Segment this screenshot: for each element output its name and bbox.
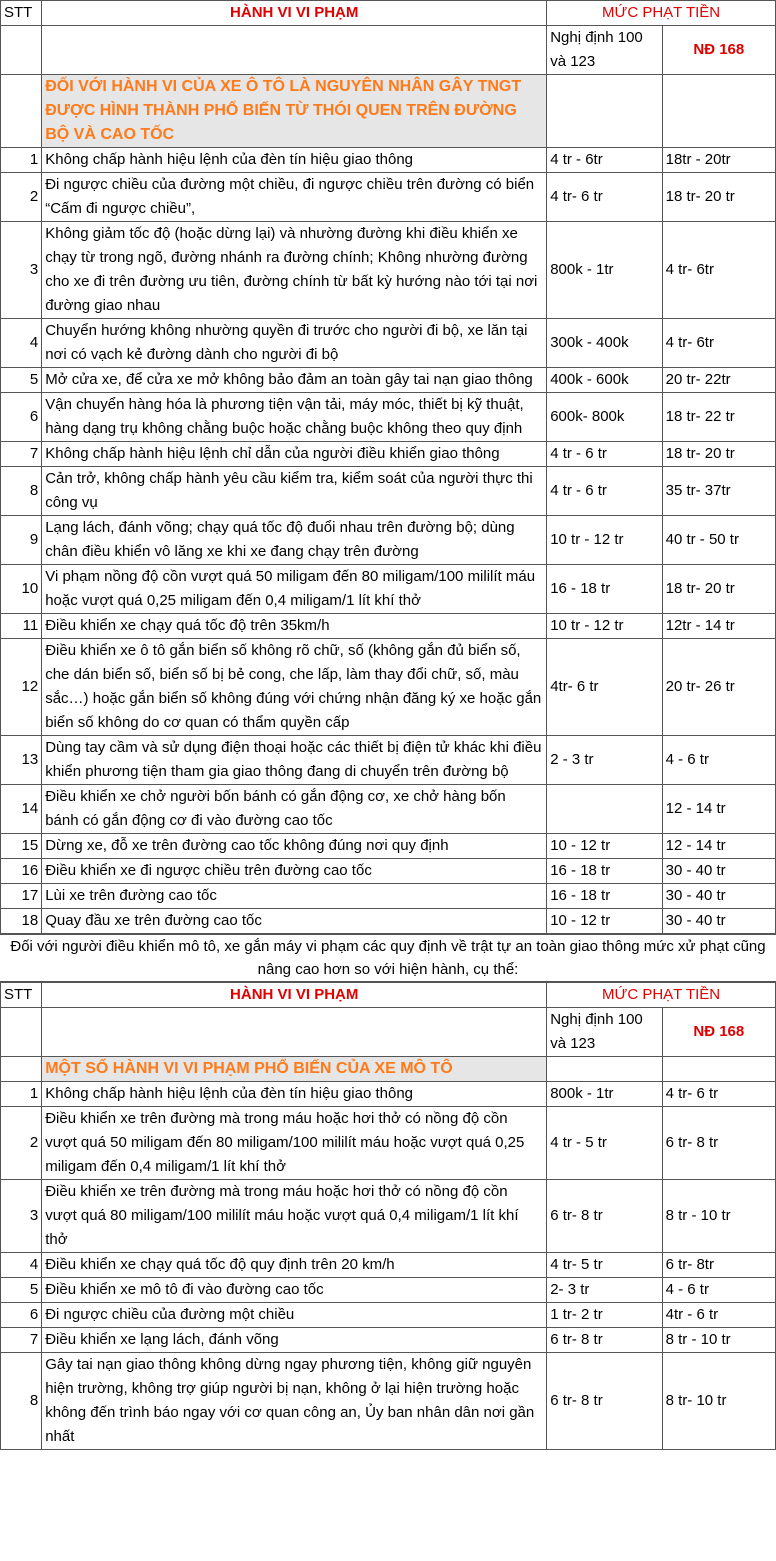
table-row <box>1 1253 776 1278</box>
fine-old: 4tr- 6 tr <box>547 639 662 736</box>
row-number: 1 <box>1 1082 42 1107</box>
row-number: 14 <box>1 785 42 834</box>
violation-text: Quay đầu xe trên đường cao tốc <box>42 909 547 934</box>
row-number: 4 <box>1 319 42 368</box>
violation-text: Điều khiển xe lạng lách, đánh võng <box>42 1328 547 1353</box>
row-number: 15 <box>1 834 42 859</box>
table-row <box>1 1278 776 1303</box>
violation-text: Vi phạm nồng độ cồn vượt quá 50 miligam đến 80 miligam/100 mililít máu hoặc vượt quá 0,25 miligam đến 0,4 miligam/1 lít khí thở <box>42 565 547 614</box>
violation-text: Cản trở, không chấp hành yêu cầu kiểm tra, kiểm soát của người thực thi công vụ <box>42 467 547 516</box>
violation-text: Điều khiển xe chạy quá tốc độ trên 35km/h <box>42 614 547 639</box>
decree-new-header: NĐ 168 <box>662 26 775 75</box>
table-row <box>1 859 776 884</box>
subheader-row <box>1 26 776 75</box>
fine-old: 10 tr - 12 tr <box>547 614 662 639</box>
row-number: 5 <box>1 368 42 393</box>
table-row <box>1 1180 776 1253</box>
fine-new: 4 tr- 6tr <box>662 319 775 368</box>
row-number: 11 <box>1 614 42 639</box>
table-row <box>1 222 776 319</box>
fine-header: MỨC PHẠT TIỀN <box>547 983 776 1008</box>
fine-new: 4 tr- 6 tr <box>662 1082 775 1107</box>
note-table <box>0 934 776 982</box>
table-row <box>1 1353 776 1450</box>
fine-old: 6 tr- 8 tr <box>547 1328 662 1353</box>
fine-new: 12tr - 14 tr <box>662 614 775 639</box>
table-row <box>1 884 776 909</box>
table-row <box>1 834 776 859</box>
row-number: 9 <box>1 516 42 565</box>
row-number: 3 <box>1 1180 42 1253</box>
fine-new: 20 tr- 26 tr <box>662 639 775 736</box>
fine-old: 1 tr- 2 tr <box>547 1303 662 1328</box>
fine-old: 600k- 800k <box>547 393 662 442</box>
fine-old: 2 - 3 tr <box>547 736 662 785</box>
fine-old <box>547 785 662 834</box>
violation-text: Điều khiển xe chạy quá tốc độ quy định trên 20 km/h <box>42 1253 547 1278</box>
fine-new: 12 - 14 tr <box>662 785 775 834</box>
table-row <box>1 909 776 934</box>
fine-new: 12 - 14 tr <box>662 834 775 859</box>
row-number: 7 <box>1 442 42 467</box>
behavior-header: HÀNH VI VI PHẠM <box>42 1 547 26</box>
fine-old: 4 tr - 6 tr <box>547 467 662 516</box>
violation-text: Lạng lách, đánh võng; chạy quá tốc độ đuổi nhau trên đường bộ; dùng chân điều khiển vô lăng xe khi xe đang chạy trên đường <box>42 516 547 565</box>
fine-old: 300k - 400k <box>547 319 662 368</box>
violation-text: Điều khiển xe chở người bốn bánh có gắn động cơ, xe chở hàng bốn bánh có gắn động cơ đi vào đường cao tốc <box>42 785 547 834</box>
fine-old: 4 tr - 6tr <box>547 148 662 173</box>
fine-new: 6 tr- 8tr <box>662 1253 775 1278</box>
behavior-header: HÀNH VI VI PHẠM <box>42 983 547 1008</box>
fine-new: 6 tr- 8 tr <box>662 1107 775 1180</box>
fine-old: 16 - 18 tr <box>547 565 662 614</box>
fine-new: 30 - 40 tr <box>662 884 775 909</box>
row-number: 8 <box>1 467 42 516</box>
violation-text: Điều khiển xe trên đường mà trong máu hoặc hơi thở có nồng độ cồn vượt quá 80 miligam/100 mililít máu hoặc vượt quá 0,4 miligam/1 lít khí thở <box>42 1180 547 1253</box>
violation-text: Vận chuyển hàng hóa là phương tiện vận tải, máy móc, thiết bị kỹ thuật, hàng dạng trụ không chằng buộc hoặc chằng buộc không theo quy định <box>42 393 547 442</box>
fine-old: 800k - 1tr <box>547 222 662 319</box>
fine-new: 35 tr- 37tr <box>662 467 775 516</box>
row-number: 6 <box>1 393 42 442</box>
violation-text: Không chấp hành hiệu lệnh chỉ dẫn của người điều khiển giao thông <box>42 442 547 467</box>
fine-new: 4 - 6 tr <box>662 736 775 785</box>
table-row <box>1 368 776 393</box>
violation-text: Điều khiển xe mô tô đi vào đường cao tốc <box>42 1278 547 1303</box>
violation-text: Không chấp hành hiệu lệnh của đèn tín hiệu giao thông <box>42 148 547 173</box>
decree-new-header: NĐ 168 <box>662 1008 775 1057</box>
fine-old: 4 tr - 5 tr <box>547 1107 662 1180</box>
table-row <box>1 785 776 834</box>
table-row <box>1 442 776 467</box>
section-row <box>1 75 776 148</box>
violation-text: Dừng xe, đỗ xe trên đường cao tốc không đúng nơi quy định <box>42 834 547 859</box>
row-number: 5 <box>1 1278 42 1303</box>
fine-new: 8 tr - 10 tr <box>662 1180 775 1253</box>
table-row <box>1 516 776 565</box>
fine-header: MỨC PHẠT TIỀN <box>547 1 776 26</box>
table-row <box>1 1082 776 1107</box>
violation-text: Chuyển hướng không nhường quyền đi trước cho người đi bộ, xe lăn tại nơi có vạch kẻ đường dành cho người đi bộ <box>42 319 547 368</box>
fine-new: 18 tr- 22 tr <box>662 393 775 442</box>
header-row <box>1 983 776 1008</box>
section-title: MỘT SỐ HÀNH VI VI PHẠM PHỔ BIẾN CỦA XE MÔ TÔ <box>42 1057 547 1082</box>
fine-new: 18 tr- 20 tr <box>662 173 775 222</box>
stt-header: STT <box>1 1 42 26</box>
violation-text: Lùi xe trên đường cao tốc <box>42 884 547 909</box>
row-number: 16 <box>1 859 42 884</box>
violation-text: Không giảm tốc độ (hoặc dừng lại) và nhường đường khi điều khiển xe chạy từ trong ngõ, đường nhánh ra đường chính; Không nhường đường cho xe đi trên đường ưu tiên, đường chính từ bất kỳ hướng nào tới tại nơi đường giao nhau <box>42 222 547 319</box>
row-number: 2 <box>1 1107 42 1180</box>
violation-text: Đi ngược chiều của đường một chiều <box>42 1303 547 1328</box>
subheader-row <box>1 1008 776 1057</box>
row-number: 13 <box>1 736 42 785</box>
fine-old: 10 - 12 tr <box>547 834 662 859</box>
fine-old: 4 tr - 6 tr <box>547 442 662 467</box>
violation-text: Dùng tay cầm và sử dụng điện thoại hoặc các thiết bị điện tử khác khi điều khiển phương tiện tham gia giao thông đang di chuyển trên đường bộ <box>42 736 547 785</box>
section-title: ĐỐI VỚI HÀNH VI CỦA XE Ô TÔ LÀ NGUYÊN NHÂN GÂY TNGT ĐƯỢC HÌNH THÀNH PHỔ BIẾN TỪ THÓI QUEN TRÊN ĐƯỜNG BỘ VÀ CAO TỐC <box>42 75 547 148</box>
fine-new: 30 - 40 tr <box>662 859 775 884</box>
fine-old: 2- 3 tr <box>547 1278 662 1303</box>
decree-old-header: Nghị định 100 và 123 <box>547 1008 662 1057</box>
violation-text: Gây tai nạn giao thông không dừng ngay phương tiện, không giữ nguyên hiện trường, không trợ giúp người bị nạn, không ở lại hiện trường hoặc không đến trình báo ngay với cơ quan công an, Ủy ban nhân dân nơi gần nhất <box>42 1353 547 1450</box>
fine-old: 4 tr- 6 tr <box>547 173 662 222</box>
row-number: 4 <box>1 1253 42 1278</box>
violation-text: Điều khiển xe ô tô gắn biển số không rõ chữ, số (không gắn đủ biển số, che dán biển số, biển số bị bẻ cong, che lấp, làm thay đổi chữ, số, màu sắc…) hoặc gắn biển số không đúng với chứng nhận đăng ký xe hoặc gắn biển số không do cơ quan có thẩm quyền cấp <box>42 639 547 736</box>
table-row <box>1 173 776 222</box>
decree-old-header: Nghị định 100 và 123 <box>547 26 662 75</box>
violation-text: Không chấp hành hiệu lệnh của đèn tín hiệu giao thông <box>42 1082 547 1107</box>
row-number: 18 <box>1 909 42 934</box>
fine-new: 4 tr- 6tr <box>662 222 775 319</box>
table-row <box>1 565 776 614</box>
table-row <box>1 148 776 173</box>
fine-new: 8 tr - 10 tr <box>662 1328 775 1353</box>
fine-new: 20 tr- 22tr <box>662 368 775 393</box>
fine-old: 4 tr- 5 tr <box>547 1253 662 1278</box>
fines-table-motorbike <box>0 982 776 1450</box>
fine-new: 4 - 6 tr <box>662 1278 775 1303</box>
violation-text: Đi ngược chiều của đường một chiều, đi ngược chiều trên đường có biển “Cấm đi ngược chiều”, <box>42 173 547 222</box>
section-row <box>1 1057 776 1082</box>
fine-old: 6 tr- 8 tr <box>547 1180 662 1253</box>
fine-old: 10 - 12 tr <box>547 909 662 934</box>
violation-text: Điều khiển xe trên đường mà trong máu hoặc hơi thở có nồng độ cồn vượt quá 50 miligam đến 80 miligam/100 mililít máu hoặc vượt quá 0,25 miligam đến 0,4 miligam/1 lít khí thở <box>42 1107 547 1180</box>
table-row <box>1 1303 776 1328</box>
fine-new: 4tr - 6 tr <box>662 1303 775 1328</box>
fine-old: 10 tr - 12 tr <box>547 516 662 565</box>
row-number: 8 <box>1 1353 42 1450</box>
row-number: 1 <box>1 148 42 173</box>
violation-text: Mở cửa xe, để cửa xe mở không bảo đảm an toàn gây tai nạn giao thông <box>42 368 547 393</box>
fine-new: 18tr - 20tr <box>662 148 775 173</box>
table-row <box>1 467 776 516</box>
table-row <box>1 736 776 785</box>
fine-old: 16 - 18 tr <box>547 859 662 884</box>
fine-new: 30 - 40 tr <box>662 909 775 934</box>
fine-new: 18 tr- 20 tr <box>662 565 775 614</box>
row-number: 17 <box>1 884 42 909</box>
row-number: 12 <box>1 639 42 736</box>
row-number: 2 <box>1 173 42 222</box>
fine-new: 8 tr- 10 tr <box>662 1353 775 1450</box>
row-number: 7 <box>1 1328 42 1353</box>
table-row <box>1 1328 776 1353</box>
row-number: 6 <box>1 1303 42 1328</box>
header-row <box>1 1 776 26</box>
table-row <box>1 639 776 736</box>
row-number: 3 <box>1 222 42 319</box>
row-number: 10 <box>1 565 42 614</box>
table-row <box>1 614 776 639</box>
table-row <box>1 319 776 368</box>
fine-new: 40 tr - 50 tr <box>662 516 775 565</box>
fine-new: 18 tr- 20 tr <box>662 442 775 467</box>
fine-old: 6 tr- 8 tr <box>547 1353 662 1450</box>
violation-text: Điều khiển xe đi ngược chiều trên đường cao tốc <box>42 859 547 884</box>
stt-header: STT <box>1 983 42 1008</box>
table-row <box>1 393 776 442</box>
note-text: Đối với người điều khiển mô tô, xe gắn máy vi phạm các quy định về trật tự an toàn giao thông mức xử phạt cũng nâng cao hơn so với hiện hành, cụ thể: <box>0 935 776 982</box>
fine-old: 800k - 1tr <box>547 1082 662 1107</box>
fine-old: 400k - 600k <box>547 368 662 393</box>
table-row <box>1 1107 776 1180</box>
fine-old: 16 - 18 tr <box>547 884 662 909</box>
